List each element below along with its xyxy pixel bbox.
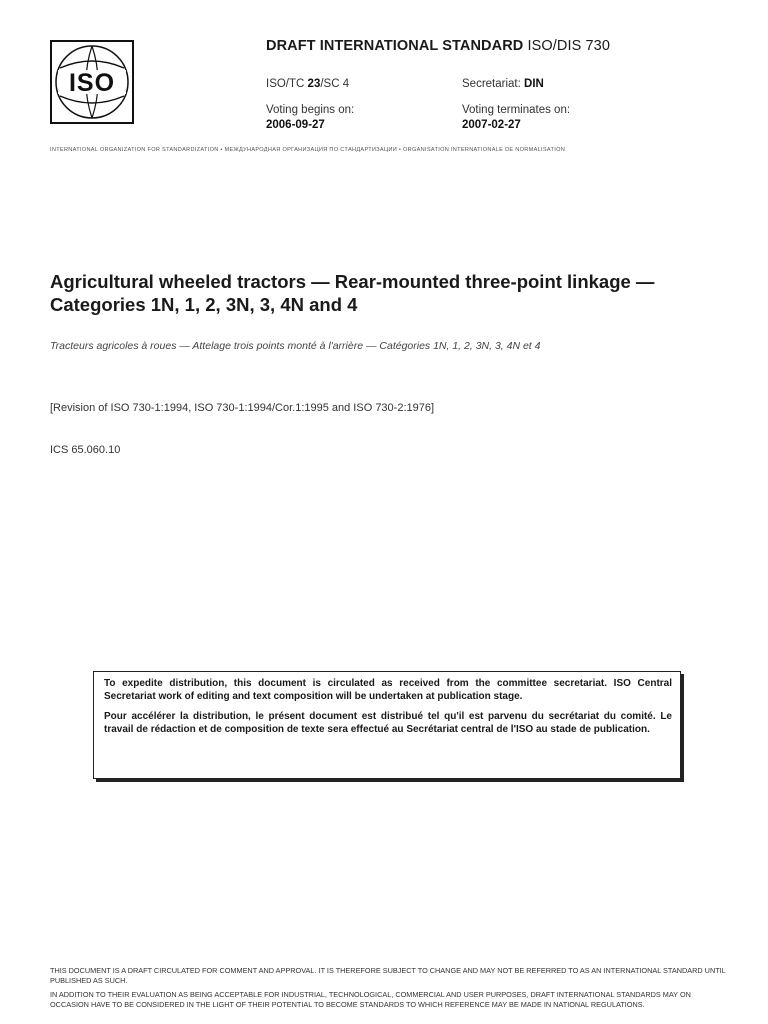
notice-english: To expedite distribution, this document is circulated as received from the committee secretariat. ISO Central Secretariat work of editing and text composition will be undertaken at publication stage. (104, 678, 672, 702)
document-subtitle-french: Tracteurs agricoles à roues — Attelage trois points monté à l'arrière — Catégories 1N, 1, 2, 3N, 3, 4N et 4 (50, 340, 541, 352)
logo-text: ISO (68, 69, 116, 97)
doc-type: DRAFT INTERNATIONAL STANDARD (266, 38, 524, 54)
voting-terminates-label: Voting terminates on: (462, 104, 571, 116)
organization-line: INTERNATIONAL ORGANIZATION FOR STANDARDIZATION • МЕЖДУНАРОДНАЯ ОРГАНИЗАЦИЯ ПО СТАНДАРТИЗАЦИИ • ORGANISATION INTERNATIONALE DE NORMALISATION (50, 147, 566, 153)
notice-french: Pour accélérer la distribution, le présent document est distribué tel qu'il est parvenu du secrétariat du comité. Le travail de rédaction et de composition de texte sera effectué au Secrétariat central de l'ISO au stade de publication. (104, 711, 672, 735)
secretariat-label: Secretariat: (462, 78, 521, 90)
doc-number: ISO/DIS 730 (527, 38, 610, 54)
voting-begins-date: 2006-09-27 (266, 119, 325, 131)
footer-paragraph-2: IN ADDITION TO THEIR EVALUATION AS BEING ACCEPTABLE FOR INDUSTRIAL, TECHNOLOGICAL, COMMERCIAL AND USER PURPOSES, DRAFT INTERNATIONAL STANDARDS MAY ON OCCASION HAVE TO BE CONSIDERED IN THE LIGHT OF THEIR POTENTIAL TO BECOME STANDARDS TO WHICH REFERENCE MAY BE MADE IN NATIONAL REGULATIONS. (50, 990, 691, 1009)
iso-logo-icon (50, 40, 134, 124)
secretariat (462, 78, 544, 90)
committee-sc: /SC 4 (320, 78, 350, 90)
committee-label: ISO/TC (266, 78, 305, 90)
footer-disclaimer (50, 966, 730, 1014)
secretariat-value: DIN (524, 78, 544, 90)
footer-paragraph-1: THIS DOCUMENT IS A DRAFT CIRCULATED FOR COMMENT AND APPROVAL. IT IS THEREFORE SUBJECT TO CHANGE AND MAY NOT BE REFERRED TO AS AN INTERNATIONAL STANDARD UNTIL PUBLISHED AS SUCH. (50, 966, 726, 985)
committee-tc: 23 (307, 78, 321, 90)
document-title: Agricultural wheeled tractors — Rear-mounted three-point linkage — Categories 1N, 1, 2, 3N, 3, 4N and 4 (50, 271, 655, 315)
revision-note: [Revision of ISO 730-1:1994, ISO 730-1:1994/Cor.1:1995 and ISO 730-2:1976] (50, 402, 435, 414)
voting-begins-label: Voting begins on: (266, 104, 355, 116)
voting-terminates-date: 2007-02-27 (462, 119, 521, 131)
ics-code: ICS 65.060.10 (50, 444, 121, 456)
committee (266, 78, 349, 90)
distribution-notice-box (93, 671, 681, 779)
document-type-heading (266, 38, 610, 54)
